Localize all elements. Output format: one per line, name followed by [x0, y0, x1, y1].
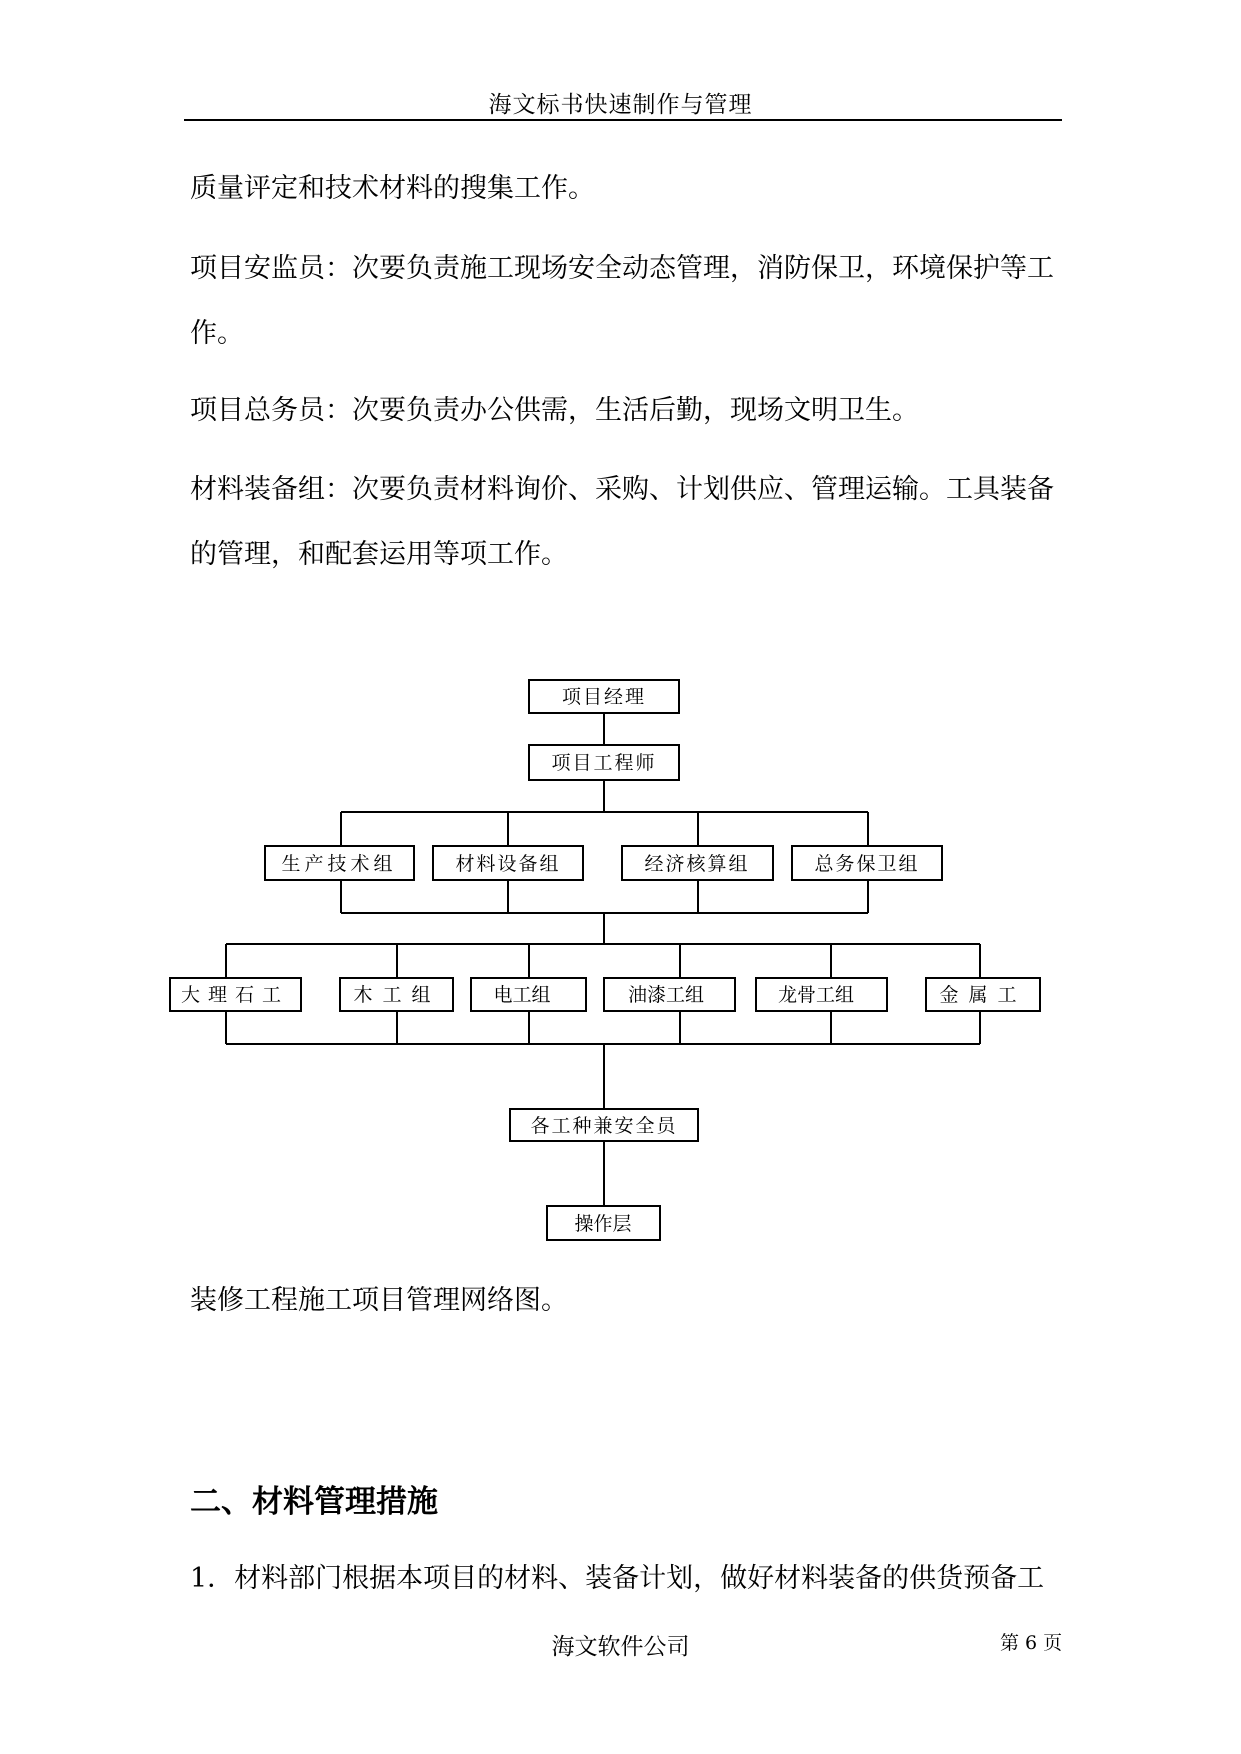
org-box-engineer	[529, 745, 679, 780]
org-box-label: 电工组	[493, 984, 551, 1006]
org-box-group	[792, 846, 942, 880]
org-box-label: 金属工	[939, 984, 1027, 1006]
org-box-label: 经济核算组	[644, 853, 750, 875]
page-number: 第 6 页	[1000, 1632, 1063, 1654]
org-box-label: 油漆工组	[627, 984, 705, 1006]
page-header-title: 海文标书快速制作与管理	[488, 92, 753, 118]
body-paragraph: 材料装备组：次要负责材料询价、采购、计划供应、管理运输。工具装备	[190, 474, 1054, 505]
body-paragraph: 的管理，和配套运用等项工作。	[190, 539, 568, 570]
org-box-label: 材料设备组	[455, 853, 561, 875]
org-box-group	[265, 846, 414, 880]
body-paragraph: 质量评定和技术材料的搜集工作。	[190, 173, 595, 204]
chart-caption: 装修工程施工项目管理网络图。	[190, 1285, 568, 1316]
org-box-label: 项目工程师	[551, 752, 657, 774]
org-box-label: 操作层	[574, 1213, 632, 1235]
body-paragraph: 项目总务员：次要负责办公供需，生活后勤，现场文明卫生。	[190, 395, 919, 426]
org-box-trade	[471, 978, 586, 1011]
org-box-label: 总务保卫组	[814, 853, 920, 875]
org-box-group	[622, 846, 773, 880]
org-box-trade	[170, 978, 301, 1011]
org-box-group	[433, 846, 583, 880]
org-box-safety	[510, 1109, 698, 1141]
org-box-label: 大理石工	[180, 984, 290, 1006]
org-box-operation	[547, 1206, 660, 1240]
org-box-label: 木工组	[353, 984, 441, 1006]
section-heading: 二、材料管理措施	[190, 1484, 438, 1520]
org-box-trade	[756, 978, 887, 1011]
org-box-label: 龙骨工组	[777, 984, 855, 1006]
footer-company: 海文软件公司	[551, 1634, 690, 1660]
org-box-trade	[604, 978, 735, 1011]
org-box-label: 各工种兼安全员	[530, 1115, 678, 1137]
body-paragraph: 项目安监员：次要负责施工现场安全动态管理，消防保卫，环境保护等工	[190, 253, 1054, 284]
org-box-manager	[529, 680, 679, 713]
list-item: 1．材料部门根据本项目的材料、装备计划，做好材料装备的供货预备工	[190, 1563, 1045, 1594]
body-paragraph: 作。	[190, 318, 244, 349]
org-box-label: 生产技术组	[281, 853, 397, 875]
org-box-label: 项目经理	[561, 686, 647, 708]
org-box-trade	[340, 978, 453, 1011]
org-box-trade	[926, 978, 1040, 1011]
